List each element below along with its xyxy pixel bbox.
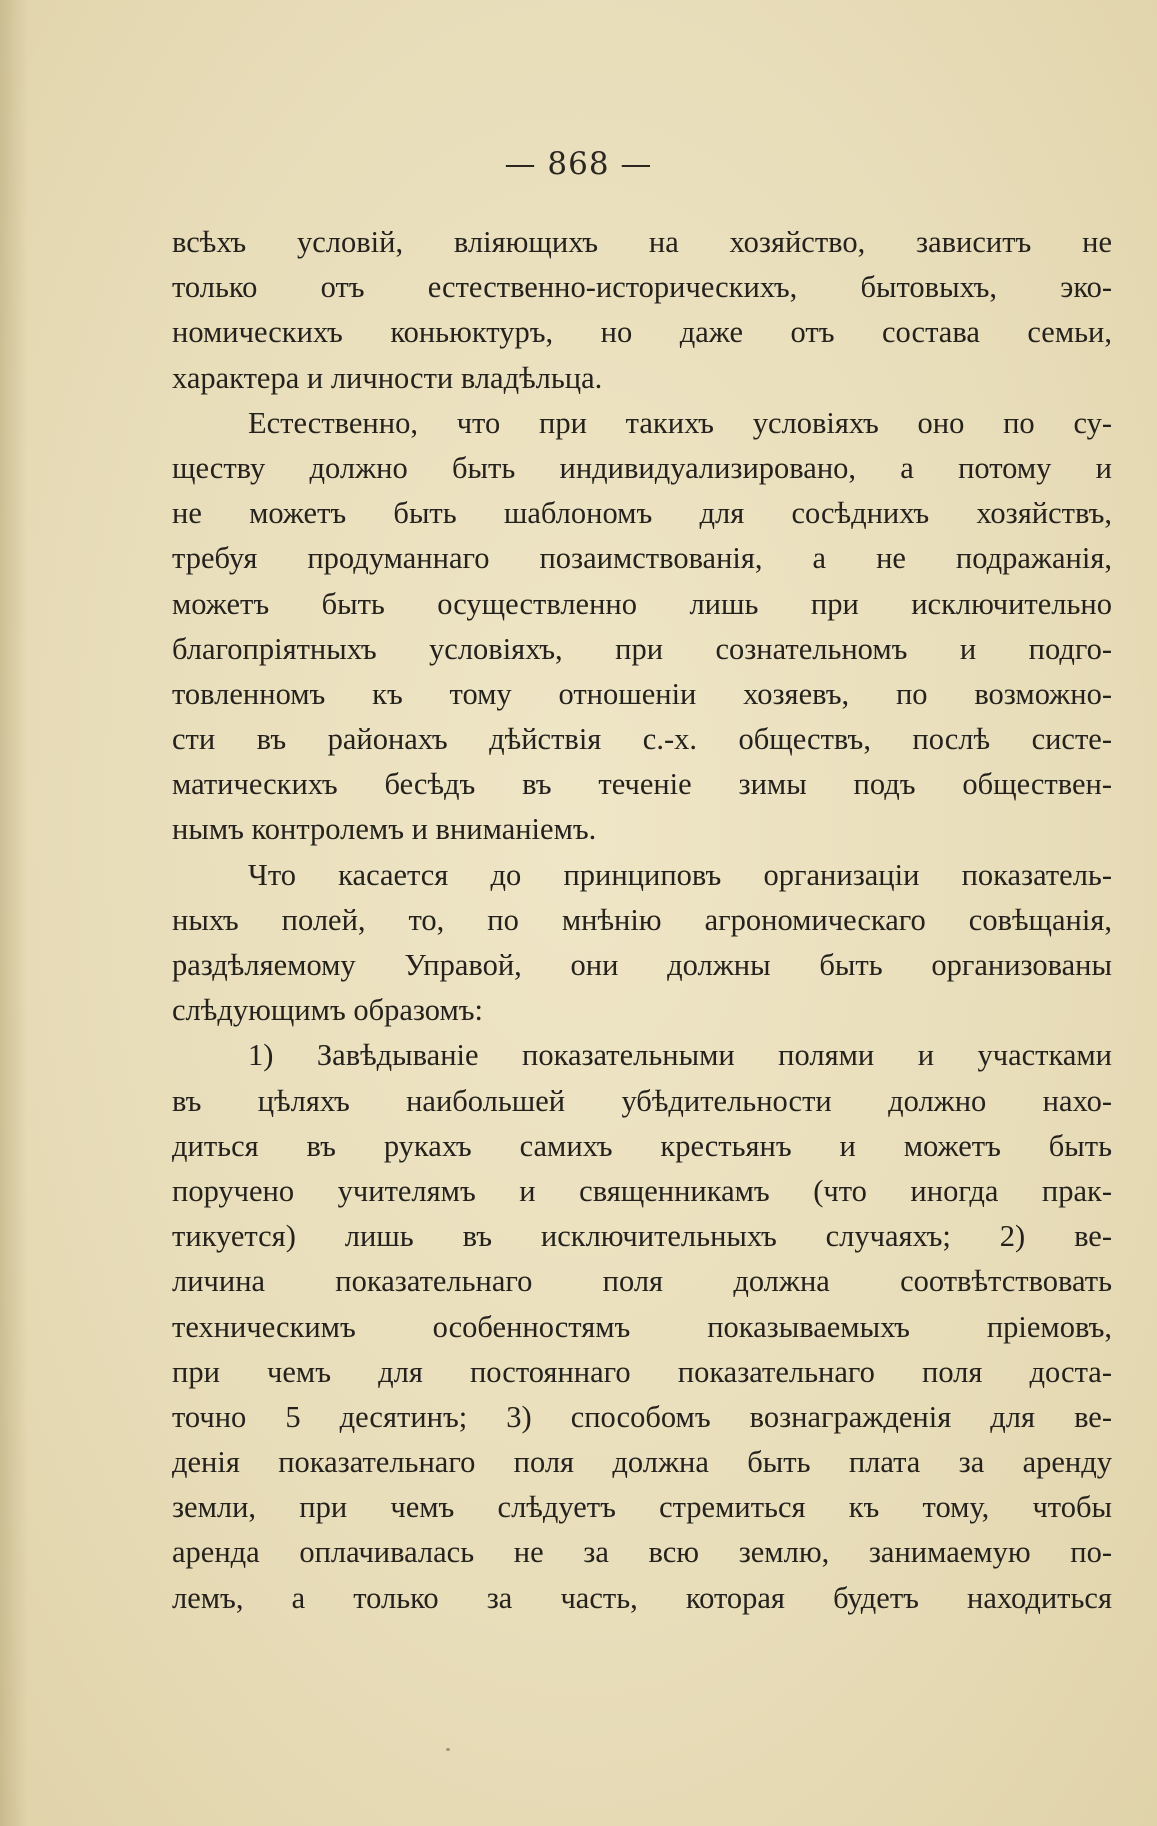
text-line: поручено учителямъ и священникамъ (что иногда прак-: [172, 1173, 1112, 1208]
text-line: товленномъ къ тому отношеніи хозяевъ, по возможно-: [172, 676, 1112, 711]
text-line: ныхъ полей, то, по мнѣнію агрономическаго совѣщанія,: [172, 902, 1112, 937]
text-line: всѣхъ условій, вліяющихъ на хозяйство, зависитъ не: [172, 225, 1112, 259]
text-line: диться въ рукахъ самихъ крестьянъ и можетъ быть: [172, 1128, 1112, 1163]
text-line: тикуется) лишь въ исключительныхъ случаяхъ; 2) ве-: [172, 1219, 1112, 1254]
page-edge-shadow: [0, 0, 28, 1826]
text-line: точно 5 десятинъ; 3) способомъ вознагражденія для ве-: [172, 1399, 1112, 1434]
text-line: можетъ быть осуществленно лишь при исключительно: [172, 586, 1112, 621]
text-line: въ цѣляхъ наибольшей убѣдительности должно нахо-: [172, 1083, 1112, 1118]
page-number: — 868 —: [504, 146, 653, 182]
text-line: Что касается до принциповъ организаціи показатель-: [248, 857, 1112, 892]
text-line: техническимъ особенностямъ показываемыхъ пріемовъ,: [172, 1309, 1112, 1344]
text-line: раздѣляемому Управой, они должны быть организованы: [172, 948, 1112, 982]
text-line: нымъ контролемъ и вниманіемъ.: [172, 812, 597, 847]
text-line: при чемъ для постояннаго показательнаго поля доста-: [172, 1354, 1112, 1389]
text-line: Естественно, что при такихъ условіяхъ оно по су-: [248, 405, 1112, 440]
text-line: 1) Завѣдываніе показательными полями и участками: [248, 1038, 1112, 1073]
text-line: ществу должно быть индивидуализировано, а потому и: [172, 450, 1112, 485]
text-line: благопріятныхъ условіяхъ, при сознательномъ и подго-: [172, 631, 1112, 666]
text-line: номическихъ коньюктуръ, но даже отъ состава семьи,: [172, 315, 1112, 350]
text-line: требуя продуманнаго позаимствованія, а не подражанія,: [172, 541, 1112, 576]
text-line: денія показательнаго поля должна быть плата за аренду: [172, 1445, 1112, 1480]
text-line: матическихъ бесѣдъ въ теченіе зимы подъ обществен-: [172, 767, 1112, 802]
text-line: характера и личности владѣльца.: [172, 360, 603, 395]
text-line: лемъ, а только за часть, которая будетъ находиться: [172, 1580, 1112, 1615]
body-text: [172, 220, 1112, 1621]
text-line: сти въ районахъ дѣйствія с.-х. обществъ, послѣ систе-: [172, 722, 1112, 757]
text-line: слѣдующимъ образомъ:: [172, 993, 484, 1028]
paper-speck: [446, 1748, 450, 1751]
text-line: только отъ естественно-историческихъ, бытовыхъ, эко-: [172, 270, 1112, 305]
text-line: личина показательнаго поля должна соотвѣтствовать: [172, 1264, 1112, 1299]
text-line: аренда оплачивалась не за всю землю, занимаемую по-: [172, 1535, 1112, 1570]
text-line: не можетъ быть шаблономъ для сосѣднихъ хозяйствъ,: [172, 496, 1112, 531]
text-line: земли, при чемъ слѣдуетъ стремиться къ тому, чтобы: [172, 1490, 1112, 1525]
